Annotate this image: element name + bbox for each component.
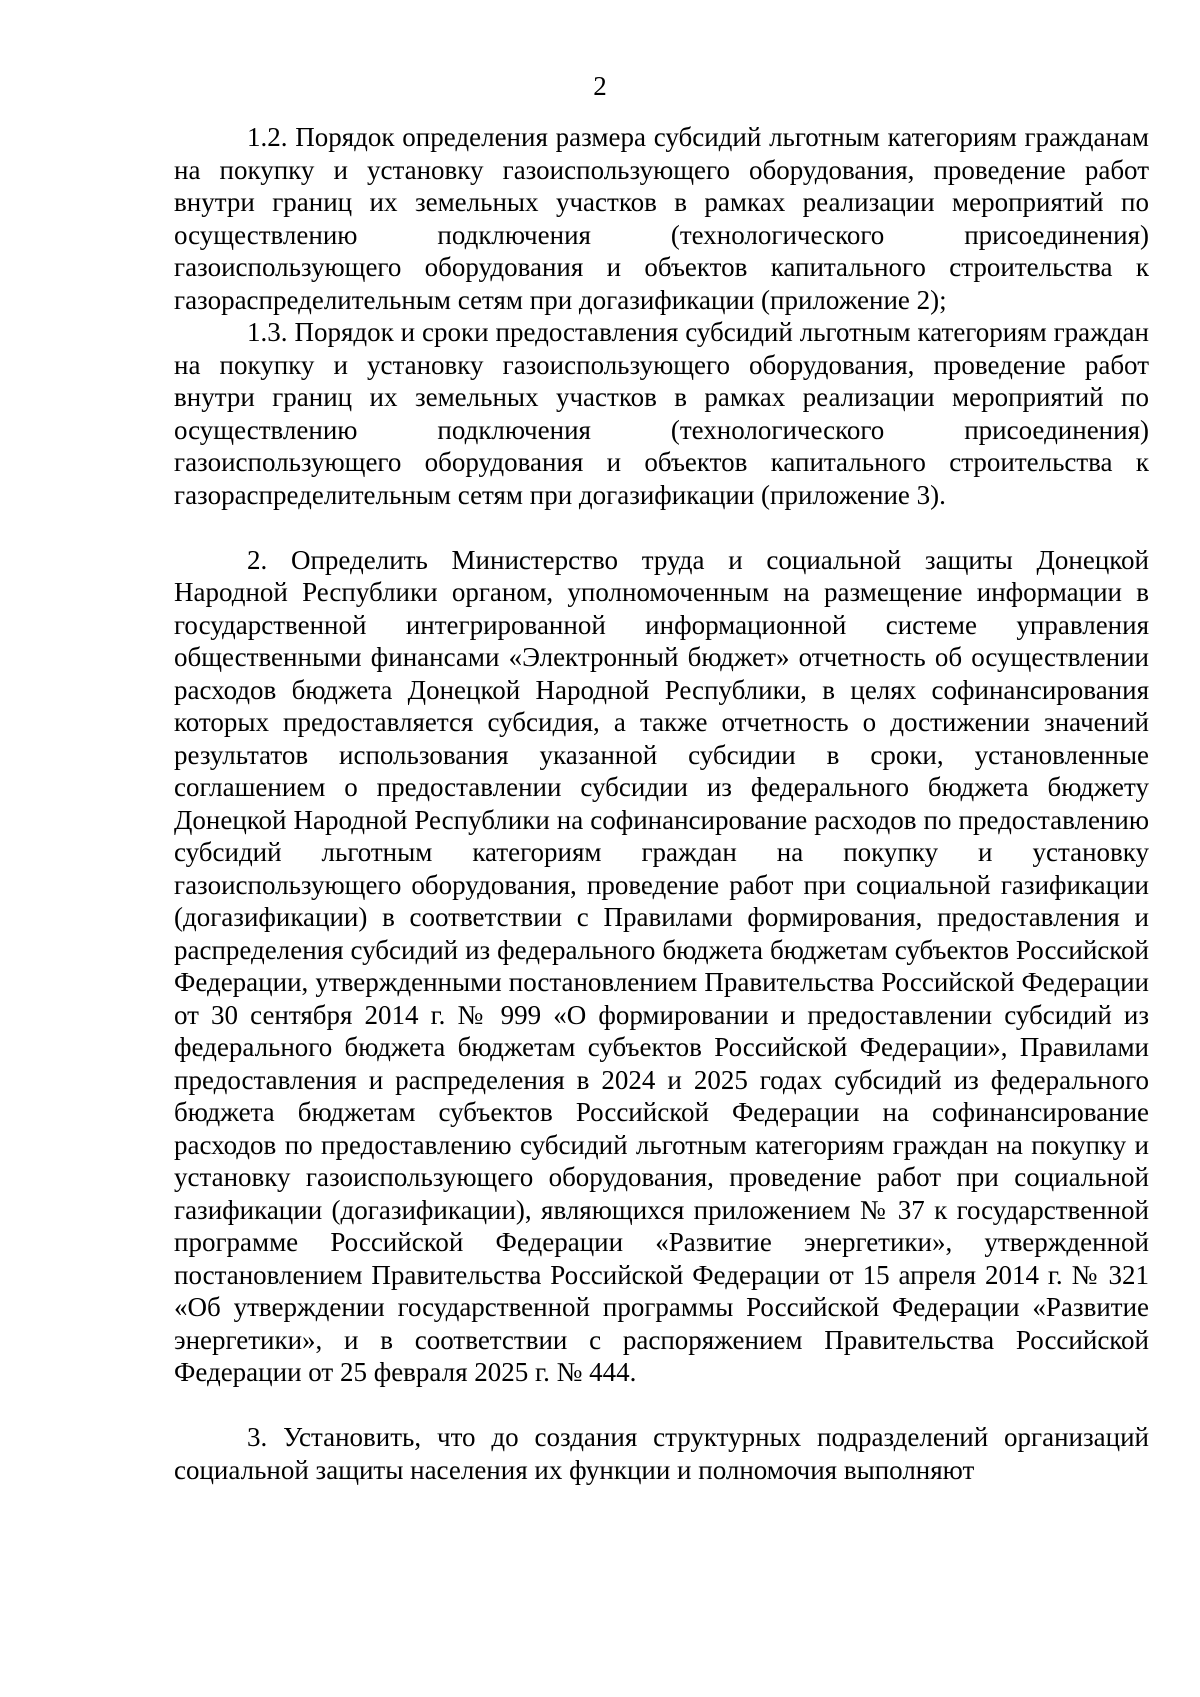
paragraph-1-3: 1.3. Порядок и сроки предоставления субсидий льготным категориям граждан на покупку и установку газоиспользующего оборудования, проведение работ внутри границ их земельных участков в рамках реализации мероприятий по осуществлению подключения (технологического присоединения) газоиспользующего оборудования и объектов капитального строительства к газораспределительным сетям при догазификации (приложение 3). <box>174 317 1149 510</box>
page-number: 2 <box>593 71 607 101</box>
document-body <box>174 121 1149 1486</box>
paragraph-1-2: 1.2. Порядок определения размера субсидий льготным категориям гражданам на покупку и установку газоиспользующего оборудования, проведение работ внутри границ их земельных участков в рамках реализации мероприятий по осуществлению подключения (технологического присоединения) газоиспользующего оборудования и объектов капитального строительства к газораспределительным сетям при догазификации (приложение 2); <box>174 122 1149 315</box>
paragraph-2: 2. Определить Министерство труда и социальной защиты Донецкой Народной Республики органом, уполномоченным на размещение информации в государственной интегрированной информационной системе управления общественными финансами «Электронный бюджет» отчетность об осуществлении расходов бюджета Донецкой Народной Республики, в целях софинансирования которых предоставляется субсидия, а также отчетность о достижении значений результатов использования указанной субсидии в сроки, установленные соглашением о предоставлении субсидии из федерального бюджета бюджету Донецкой Народной Республики на софинансирование расходов по предоставлению субсидий льготным категориям граждан на покупку и установку газоиспользующего оборудования, проведение работ при социальной газификации (догазификации) в соответствии с Правилами формирования, предоставления и распределения субсидий из федерального бюджета бюджетам субъектов Российской Федерации, утвержденными постановлением Правительства Российской Федерации от 30 сентября 2014 г. № 999 «О формировании и предоставлении субсидий из федерального бюджета бюджетам субъектов Российской Федерации», Правилами предоставления и распределения в 2024 и 2025 годах субсидий из федерального бюджета бюджетам субъектов Российской Федерации на софинансирование расходов по предоставлению субсидий льготным категориям граждан на покупку и установку газоиспользующего оборудования, проведение работ при социальной газификации (догазификации), являющихся приложением № 37 к государственной программе Российской Федерации «Развитие энергетики», утвержденной постановлением Правительства Российской Федерации от 15 апреля 2014 г. № 321 «Об утверждении государственной программы Российской Федерации «Развитие энергетики», и в соответствии с распоряжением Правительства Российской Федерации от 25 февраля 2025 г. № 444. <box>174 544 1149 1387</box>
paragraph-3: 3. Установить, что до создания структурных подразделений организаций социальной защиты населения их функции и полномочия выполняют <box>174 1422 1149 1485</box>
